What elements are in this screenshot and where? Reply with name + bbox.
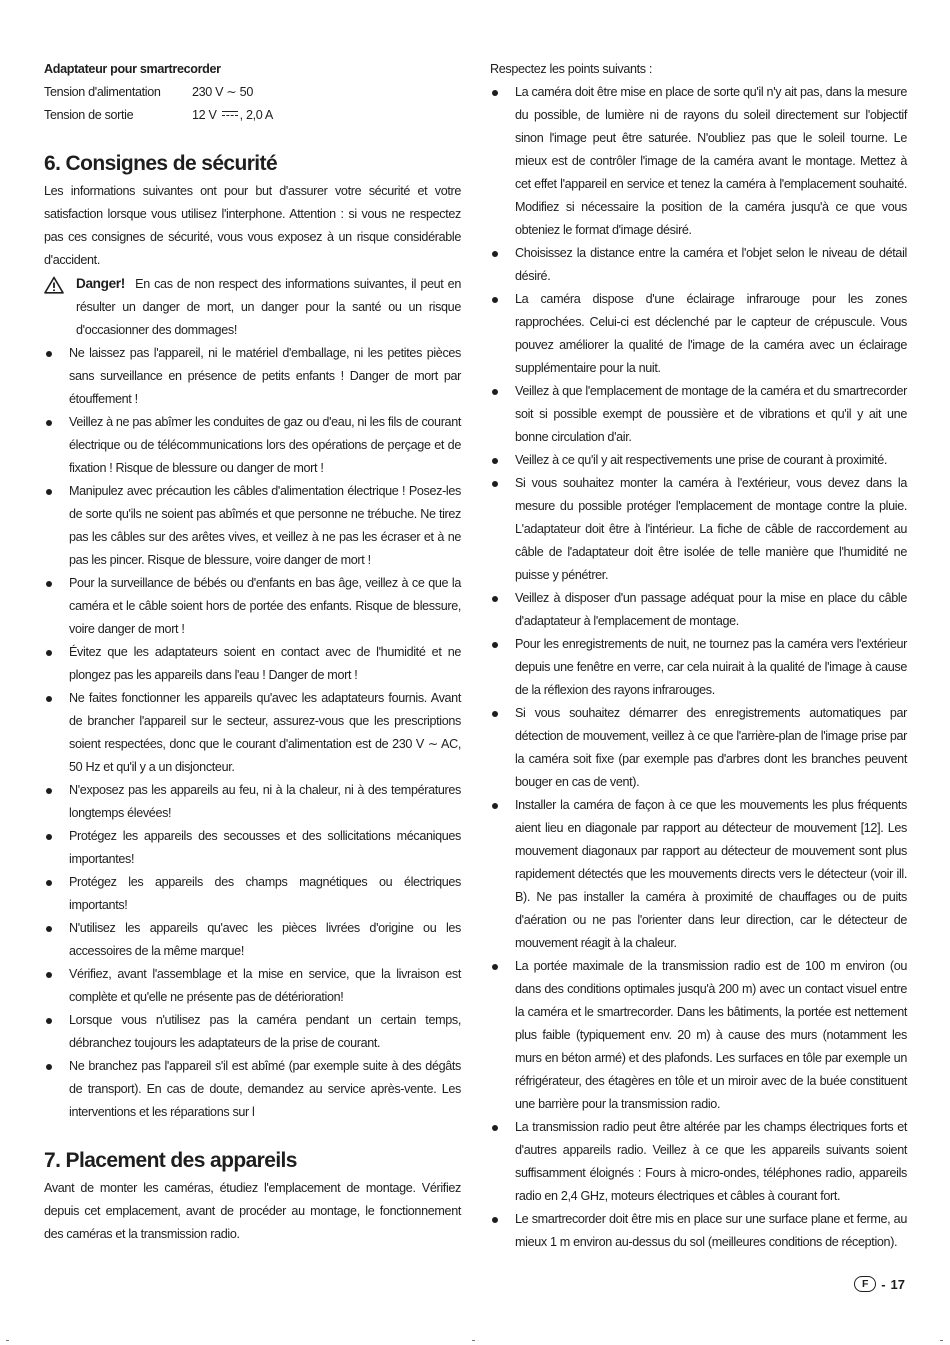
safety-bullet-list	[44, 342, 461, 1124]
list-item	[44, 779, 461, 825]
crop-mark	[940, 1340, 943, 1341]
list-item-text: Choisissez la distance entre la caméra et l'objet selon le niveau de détail désiré.	[515, 246, 907, 283]
list-item-text: N'exposez pas les appareils au feu, ni à la chaleur, ni à des températures longtemps élevées!	[69, 783, 461, 820]
danger-label: Danger!	[76, 276, 125, 291]
list-item	[44, 871, 461, 917]
bullet-icon	[46, 880, 52, 886]
bullet-icon	[46, 926, 52, 932]
warning-triangle-icon	[44, 276, 64, 294]
bullet-icon	[46, 650, 52, 656]
bullet-icon	[492, 711, 498, 717]
list-item-text: Le smartrecorder doit être mis en place sur une surface plane et ferme, au mieux 1 m environ au-dessus du sol (meilleures conditions de réception).	[515, 1212, 907, 1249]
list-item-text: Ne faites fonctionner les appareils qu'avec les adaptateurs fournis. Avant de brancher l'appareil sur le secteur, assurez-vous que les prescriptions soient respectées, donc que le courant d'alimentation est de 230 V ∼ AC, 50 Hz et qu'il y a un disjoncteur.	[69, 691, 461, 774]
list-item-text: La caméra doit être mise en place de sorte qu'il n'y ait pas, dans la mesure du possible, de lumière ni de rayons du soleil directement sur l'objectif sinon l'image peut être saturée. N'oubliez pas que le soleil tourne. Le mieux est de contrôler l'image de la caméra avant le montage. Mettez à cet effet l'appareil en service et tenez la caméra à l'emplacement souhaité. Modifiez si nécessaire la position de la caméra jusqu'à ce que vous obteniez le format d'image désiré.	[515, 85, 907, 237]
list-item-text: Pour la surveillance de bébés ou d'enfants en bas âge, veillez à ce que la caméra et le câble soient hors de portée des enfants. Risque de blessure, voire danger de mort !	[69, 576, 461, 636]
bullet-icon	[46, 420, 52, 426]
section-6-heading: 6. Consignes de sécurité	[44, 152, 278, 175]
list-item	[490, 587, 907, 633]
bullet-icon	[46, 972, 52, 978]
list-item	[490, 633, 907, 702]
bullet-icon	[492, 297, 498, 303]
list-item	[44, 963, 461, 1009]
bullet-icon	[46, 1064, 52, 1070]
list-item	[490, 288, 907, 380]
list-item-text: Si vous souhaitez monter la caméra à l'extérieur, vous devez dans la mesure du possible protéger l'emplacement de montage contre la pluie. L'adaptateur doit être à l'intérieur. La fiche de câble de raccordement au câble de l'adaptateur doit être isolée de telle manière que l'humidité ne puisse y pénétrer.	[515, 476, 907, 582]
list-item	[44, 825, 461, 871]
list-item	[44, 342, 461, 411]
list-item	[490, 794, 907, 955]
section-7-heading: 7. Placement des appareils	[44, 1149, 297, 1172]
list-item	[490, 380, 907, 449]
adapter-title: Adaptateur pour smartrecorder	[44, 62, 221, 76]
list-item-text: La caméra dispose d'une éclairage infrarouge pour les zones rapprochées. Celui-ci est déclenché par le capteur de crépuscule. Vous pouvez améliorer la qualité de l'image de la caméra avec un éclairage supplémentaire pour la nuit.	[515, 292, 907, 375]
list-item	[44, 1009, 461, 1055]
list-item	[44, 572, 461, 641]
list-item	[44, 687, 461, 779]
list-item-text: Ne laissez pas l'appareil, ni le matériel d'emballage, ni les petites pièces sans surveillance en présence de petits enfants ! Danger de mort par étouffement !	[69, 346, 461, 406]
list-item	[44, 480, 461, 572]
list-item	[44, 641, 461, 687]
bullet-icon	[492, 90, 498, 96]
list-item-text: Protégez les appareils des secousses et des sollicitations mécaniques importantes!	[69, 829, 461, 866]
footer-separator: -	[881, 1276, 886, 1292]
section-6-intro: Les informations suivantes ont pour but d'assurer votre sécurité et votre satisfaction lorsque vous utilisez l'interphone. Attention : si vous ne respectez pas ces consignes de sécurité, vous vous exposez à un risque considérable d'accident.	[44, 184, 461, 267]
bullet-icon	[492, 596, 498, 602]
list-item-text: Si vous souhaitez démarrer des enregistrements automatiques par détection de mouvement, veillez à ce que l'arrière-plan de l'image prise par la caméra soit fixe (par exemple pas d'arbres dont les branches peuvent bouger en cas de vent).	[515, 706, 907, 789]
list-item-text: Lorsque vous n'utilisez pas la caméra pendant un certain temps, débranchez toujours les adaptateurs de la prise de courant.	[69, 1013, 461, 1050]
spec-label: Tension d'alimentation	[44, 85, 161, 99]
spec-value-voltage: 12 V	[192, 108, 217, 122]
crop-mark	[6, 1340, 9, 1341]
bullet-icon	[492, 964, 498, 970]
crop-mark	[472, 1340, 475, 1341]
bullet-icon	[46, 834, 52, 840]
list-item-text: Évitez que les adaptateurs soient en contact avec de l'humidité et ne plongez pas les appareils dans l'eau ! Danger de mort !	[69, 645, 461, 682]
right-column	[490, 58, 907, 1254]
placement-intro: Respectez les points suivants :	[490, 62, 653, 76]
list-item-text: N'utilisez les appareils qu'avec les pièces livrées d'origine ou les accessoires de la même marque!	[69, 921, 461, 958]
list-item	[44, 917, 461, 963]
danger-notice	[44, 272, 461, 342]
bullet-icon	[46, 351, 52, 357]
left-column	[44, 58, 461, 1246]
spec-label: Tension de sortie	[44, 108, 134, 122]
list-item	[490, 472, 907, 587]
bullet-icon	[492, 1125, 498, 1131]
bullet-icon	[492, 389, 498, 395]
spec-value: 230 V ∼ 50	[192, 85, 253, 99]
bullet-icon	[46, 489, 52, 495]
list-item	[490, 449, 907, 472]
bullet-icon	[46, 1018, 52, 1024]
list-item-text: Vérifiez, avant l'assemblage et la mise en service, que la livraison est complète et qu'elle ne présente pas de détérioration!	[69, 967, 461, 1004]
list-item-text: Ne branchez pas l'appareil s'il est abîmé (par exemple suite à des dégâts de transport). En cas de doute, demandez au service après-vente. Les interventions et les réparations sur l	[69, 1059, 461, 1119]
spec-value	[192, 104, 273, 127]
list-item	[490, 1208, 907, 1254]
section-7-intro: Avant de monter les caméras, étudiez l'emplacement de montage. Vérifiez depuis cet emplacement, avant de procéder au montage, le fonctionnement des caméras et la transmission radio.	[44, 1181, 461, 1241]
danger-text: En cas de non respect des informations suivantes, il peut en résulter un danger de mort, un danger pour la santé ou un risque d'occasionner des dommages!	[76, 277, 461, 337]
spec-row-output-voltage	[44, 104, 461, 127]
page-number: 17	[890, 1276, 905, 1292]
list-item	[44, 1055, 461, 1124]
bullet-icon	[46, 581, 52, 587]
list-item-text: Veillez à ne pas abîmer les conduites de gaz ou d'eau, ni les fils de courant électrique ou de télécommunications lors des opérations de perçage et de fixation ! Risque de blessure ou danger de mort !	[69, 415, 462, 475]
bullet-icon	[492, 481, 498, 487]
spec-row-input-voltage	[44, 81, 461, 104]
language-badge: F	[854, 1276, 876, 1292]
bullet-icon	[46, 788, 52, 794]
list-item-text: Pour les enregistrements de nuit, ne tournez pas la caméra vers l'extérieur depuis une fenêtre en verre, car cela nuirait à la qualité de l'image à cause de la réflexion des rayons infrarouges.	[515, 637, 907, 697]
bullet-icon	[492, 642, 498, 648]
list-item-text: Veillez à ce qu'il y ait respectivements une prise de courant à proximité.	[515, 453, 888, 467]
list-item-text: Veillez à que l'emplacement de montage de la caméra et du smartrecorder soit si possible exempt de poussière et de vibrations et qu'il y ait une bonne circulation d'air.	[515, 384, 907, 444]
bullet-icon	[492, 803, 498, 809]
list-item	[490, 81, 907, 242]
list-item-text: Veillez à disposer d'un passage adéquat pour la mise en place du câble d'adaptateur à l'emplacement de montage.	[515, 591, 907, 628]
list-item-text: Protégez les appareils des champs magnétiques ou électriques importants!	[69, 875, 461, 912]
list-item	[490, 1116, 907, 1208]
adapter-specs	[44, 58, 461, 127]
list-item-text: Manipulez avec précaution les câbles d'alimentation électrique ! Posez-les de sorte qu'ils ne soient pas abîmés et que personne ne trébuche. Ne tirez pas les câbles sur des arêtes vives, et veillez à ne pas les écraser et à ne pas les pincer. Risque de blessure, voire danger de mort !	[69, 484, 461, 567]
placement-bullet-list	[490, 81, 907, 1254]
list-item	[44, 411, 461, 480]
list-item-text: La portée maximale de la transmission radio est de 100 m environ (ou dans des conditions optimales jusqu'à 200 m) avec un contact visuel entre la caméra et le smartrecorder. Dans les bâtiments, la portée est nettement plus faible (typiquement env. 20 m) à cause des murs (notamment les murs en béton armé) et des plafonds. Les surfaces en tôle par exemple un réfrigérateur, des étagères en tôle et un miroir avec de la buée constituent une barrière pour la transmission radio.	[515, 959, 907, 1111]
direct-current-icon	[222, 110, 238, 118]
bullet-icon	[46, 696, 52, 702]
list-item-text: La transmission radio peut être altérée par les champs électriques forts et d'autres appareils radio. Veillez à ce que les appareils suivants soient suffisamment éloignés : Fours à micro-ondes, téléphones radio, appareils radio en 2,4 GHz, moteurs électriques et câbles à courant fort.	[515, 1120, 907, 1203]
list-item	[490, 702, 907, 794]
bullet-icon	[492, 251, 498, 257]
page-footer	[854, 1276, 905, 1292]
list-item-text: Installer la caméra de façon à ce que les mouvements les plus fréquents aient lieu en diagonale par rapport au détecteur de mouvement [12]. Les mouvement diagonaux par rapport au détecteur de mouvement sont plus rapidement détectés que les mouvements directs vers le détecteur (voir ill. B). Ne pas installer la caméra à proximité de chauffages ou de puits d'aération ou ne pas l'orienter dans leur direction, car le détecteur de mouvement réagit à la chaleur.	[515, 798, 907, 950]
list-item	[490, 242, 907, 288]
bullet-icon	[492, 458, 498, 464]
list-item	[490, 955, 907, 1116]
spec-value-current: , 2,0 A	[239, 108, 273, 122]
bullet-icon	[492, 1217, 498, 1223]
